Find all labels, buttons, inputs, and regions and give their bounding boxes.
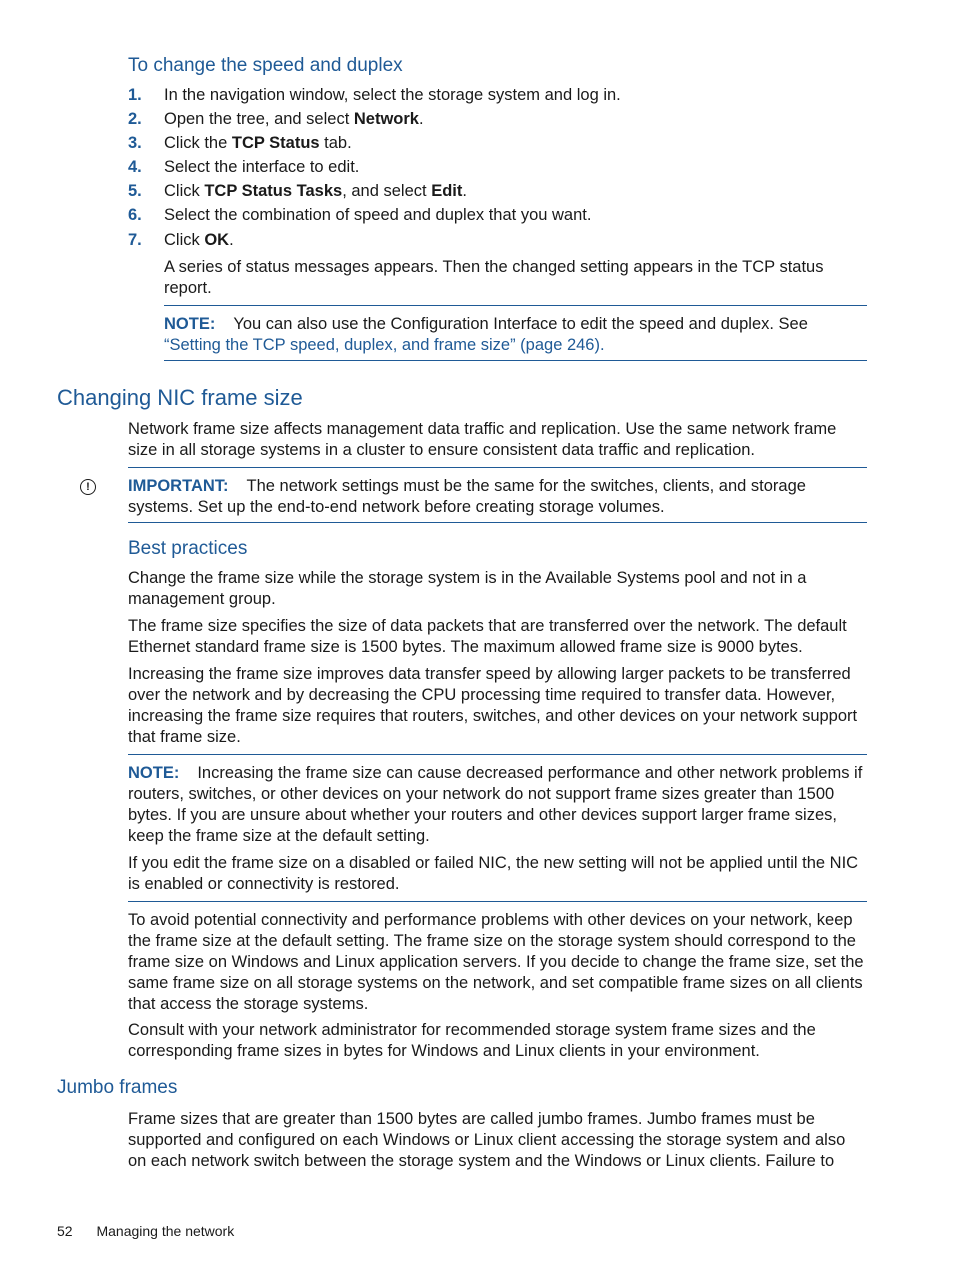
important-box	[128, 476, 868, 518]
note2-text: Increasing the frame size can cause decreased performance and other network problems if routers, switches, or other devices on your network do not support frame sizes greater than 1500 bytes. If you are unsure about whether your routers and other devices support larger frame sizes, keep the frame size at the default setting.	[128, 764, 863, 845]
step-text: In the navigation window, select the storage system and log in.	[164, 86, 621, 104]
cross-reference-link[interactable]: “Setting the TCP speed, duplex, and frame size” (page 246).	[164, 336, 605, 354]
note2-bottom-rule	[128, 901, 867, 902]
note-bottom-rule	[164, 360, 867, 361]
step-number: 2.	[128, 110, 142, 128]
important-text: The network settings must be the same for the switches, clients, and storage systems. Set up the end-to-end network before creating storage volumes.	[128, 477, 806, 516]
page-number: 52	[57, 1223, 73, 1239]
note-box	[164, 314, 867, 356]
step-text: Select the combination of speed and duplex that you want.	[164, 206, 592, 224]
note-label: NOTE:	[164, 315, 216, 333]
best-practices-paragraph-1: Change the frame size while the storage system is in the Available Systems pool and not in a management group.	[128, 569, 807, 608]
step-number: 3.	[128, 134, 142, 152]
best-practices-paragraph-2: The frame size specifies the size of data packets that are transferred over the network. The default Ethernet standard frame size is 1500 bytes. The maximum allowed frame size is 9000 bytes.	[128, 617, 847, 656]
step-number: 7.	[128, 231, 142, 249]
important-top-rule	[128, 467, 867, 468]
important-bottom-rule	[128, 522, 867, 523]
important-icon: !	[80, 479, 96, 495]
step-number: 4.	[128, 158, 142, 176]
note2-label: NOTE:	[128, 764, 180, 782]
step-number: 1.	[128, 86, 142, 104]
important-label: IMPORTANT:	[128, 477, 229, 495]
jumbo-frames-heading: Jumbo frames	[57, 1077, 178, 1098]
note2-text-2: If you edit the frame size on a disabled or failed NIC, the new setting will not be applied until the NIC is enabled or connectivity is restored.	[128, 854, 859, 893]
step-text: Click TCP Status Tasks, and select Edit.	[164, 182, 467, 200]
step-number: 6.	[128, 206, 142, 224]
best-practices-paragraph-4: To avoid potential connectivity and performance problems with other devices on your network, keep the frame size at the default setting. The frame size on the storage system should correspond to the frame size on Windows and Linux application servers. If you decide to change the frame size, set the same frame size on all storage systems on the network, and set compatible frame sizes on all clients that access the storage systems.	[128, 911, 864, 1013]
step-text: Select the interface to edit.	[164, 158, 360, 176]
step-text: Click OK.	[164, 231, 234, 249]
best-practices-paragraph-5: Consult with your network administrator for recommended storage system frame sizes and the corresponding frame sizes in bytes for Windows and Linux clients in your environment.	[128, 1021, 816, 1060]
best-practices-paragraph-3: Increasing the frame size improves data transfer speed by allowing larger packets to be transferred over the network and by decreasing the CPU processing time required to transfer data. However, increasing the frame size requires that routers, switches, and other devices on your network support that frame size.	[128, 665, 858, 746]
note2-box	[128, 763, 868, 847]
note-top-rule	[164, 305, 867, 306]
step-result: A series of status messages appears. Then the changed setting appears in the TCP status report.	[164, 258, 824, 297]
jumbo-frames-paragraph: Frame sizes that are greater than 1500 bytes are called jumbo frames. Jumbo frames must be supported and configured on each Windows or Linux client accessing the storage system and also on each network switch between the storage system and the Windows or Linux clients. Failure to	[128, 1110, 846, 1170]
step-number: 5.	[128, 182, 142, 200]
footer-title: Managing the network	[96, 1223, 235, 1239]
note2-top-rule	[128, 754, 867, 755]
step-text: Click the TCP Status tab.	[164, 134, 352, 152]
procedure-heading: To change the speed and duplex	[128, 55, 403, 76]
step-text: Open the tree, and select Network.	[164, 110, 424, 128]
note-text: You can also use the Configuration Interface to edit the speed and duplex. See	[233, 315, 808, 333]
section-intro: Network frame size affects management data traffic and replication. Use the same network frame size in all storage systems in a cluster to ensure consistent data traffic and replication.	[128, 420, 837, 459]
section-heading: Changing NIC frame size	[57, 385, 303, 410]
footer	[57, 1223, 234, 1239]
best-practices-heading: Best practices	[128, 538, 248, 559]
